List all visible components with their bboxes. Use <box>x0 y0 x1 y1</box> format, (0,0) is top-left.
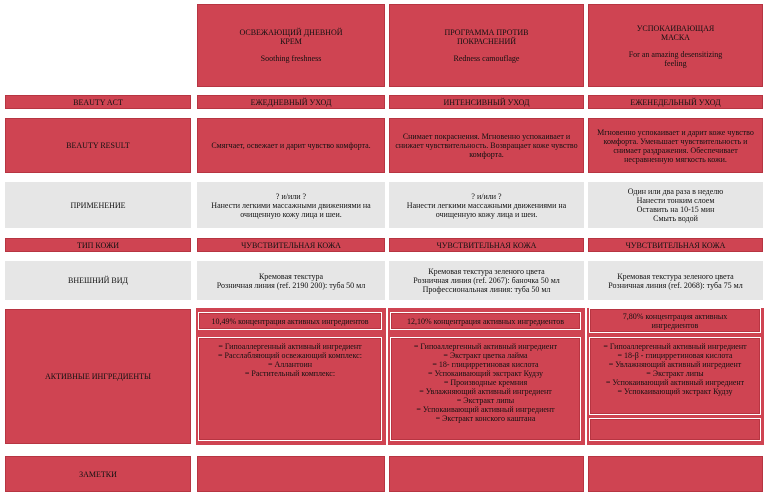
product-name: ОСВЕЖАЮЩИЙ ДНЕВНОЙ КРЕМ <box>239 28 343 46</box>
application-2: ? и/или ? Нанести легкими массажными движениями на очищенную кожу лица и шеи. <box>388 181 585 229</box>
row-label-application: ПРИМЕНЕНИЕ <box>4 181 192 229</box>
product-subtitle: Soothing freshness <box>260 54 322 63</box>
row-label-active-ingredients: АКТИВНЫЕ ИНГРЕДИЕНТЫ <box>4 308 192 445</box>
ingredient-list-3: = Гипоаллергенный активный ингредиент = 18-β - глицирретиновая кислота = Увлажняющий активный ингредиент = Экстракт липы = Успокаивающий активный ингредиент = Успокаивающий экстракт Кудзу <box>589 337 761 415</box>
skin-type-2: ЧУВСТВИТЕЛЬНАЯ КОЖА <box>388 237 585 253</box>
product-subtitle: Redness camouflage <box>453 54 520 63</box>
beauty-act-3: ЕЖЕНЕДЕЛЬНЫЙ УХОД <box>587 94 764 110</box>
product-header-1 <box>196 3 386 88</box>
product-header-2 <box>388 3 585 88</box>
row-label-skin-type: ТИП КОЖИ <box>4 237 192 253</box>
notes-3[interactable] <box>587 455 764 493</box>
beauty-result-2: Снимает покраснения. Мгновенно успокаивает и снижает чувствительность. Возвращает коже чувство комфорта. <box>388 117 585 174</box>
beauty-act-1: ЕЖЕДНЕВНЫЙ УХОД <box>196 94 386 110</box>
concentration-2: 12,10% концентрация активных ингредиентов <box>390 312 581 330</box>
application-3: Один или два раза в неделю Нанести тонким слоем Оставить на 10-15 мин Смыть водой <box>587 181 764 229</box>
ingredient-list-2: = Гипоаллергенный активный ингредиент = Экстракт цветка лайма = 18- глицирретиновая кислота = Успокаивающий экстракт Кудзу = Производные кремния = Увлажняющий активный ингредиент = Экстракт липы = Успокаивающий активный ингредиент = Экстракт конского каштана <box>390 337 581 441</box>
row-label-appearance: ВНЕШНИЙ ВИД <box>4 260 192 301</box>
appearance-2: Кремовая текстура зеленого цвета Розничная линия (ref. 2067): баночка 50 мл Профессиональная линия: туба 50 мл <box>388 260 585 301</box>
concentration-1: 10,49% концентрация активных ингредиентов <box>198 312 382 330</box>
beauty-result-3: Мгновенно успокаивает и дарит коже чувство комфорта. Уменьшает чувствительность и снимает раздражения. Обеспечивает несравненную мягкость кожи. <box>587 117 764 174</box>
skin-type-1: ЧУВСТВИТЕЛЬНАЯ КОЖА <box>196 237 386 253</box>
notes-1[interactable] <box>196 455 386 493</box>
product-subtitle: For an amazing desensitizing feeling <box>628 49 723 68</box>
notes-2[interactable] <box>388 455 585 493</box>
beauty-result-1: Смягчает, освежает и дарит чувство комфорта. <box>196 117 386 174</box>
appearance-3: Кремовая текстура зеленого цвета Розничная линия (ref. 2068): туба 75 мл <box>587 260 764 301</box>
ingredient-list-1: = Гипоаллергенный активный ингредиент = Расслабляющий освежающий комплекс: = Аллантоин = Растительный комплекс: <box>198 337 382 441</box>
product-header-3 <box>587 3 764 88</box>
application-1: ? и/или ? Нанести легкими массажными движениями на очищенную кожу лица и шеи. <box>196 181 386 229</box>
beauty-act-2: ИНТЕНСИВНЫЙ УХОД <box>388 94 585 110</box>
row-label-beauty-act: BEAUTY ACT <box>4 94 192 110</box>
row-label-notes: ЗАМЕТКИ <box>4 455 192 493</box>
product-name: ПРОГРАММА ПРОТИВ ПОКРАСНЕНИЙ <box>444 28 529 46</box>
skin-type-3: ЧУВСТВИТЕЛЬНАЯ КОЖА <box>587 237 764 253</box>
row-label-beauty-result: BEAUTY RESULT <box>4 117 192 174</box>
appearance-1: Кремовая текстура Розничная линия (ref. 2190 200): туба 50 мл <box>196 260 386 301</box>
concentration-3: 7,80% концентрация активных ингредиентов <box>589 308 761 333</box>
ingredient-list-3-empty <box>589 418 761 441</box>
product-name: УСПОКАИВАЮЩАЯ МАСКА <box>636 23 715 42</box>
